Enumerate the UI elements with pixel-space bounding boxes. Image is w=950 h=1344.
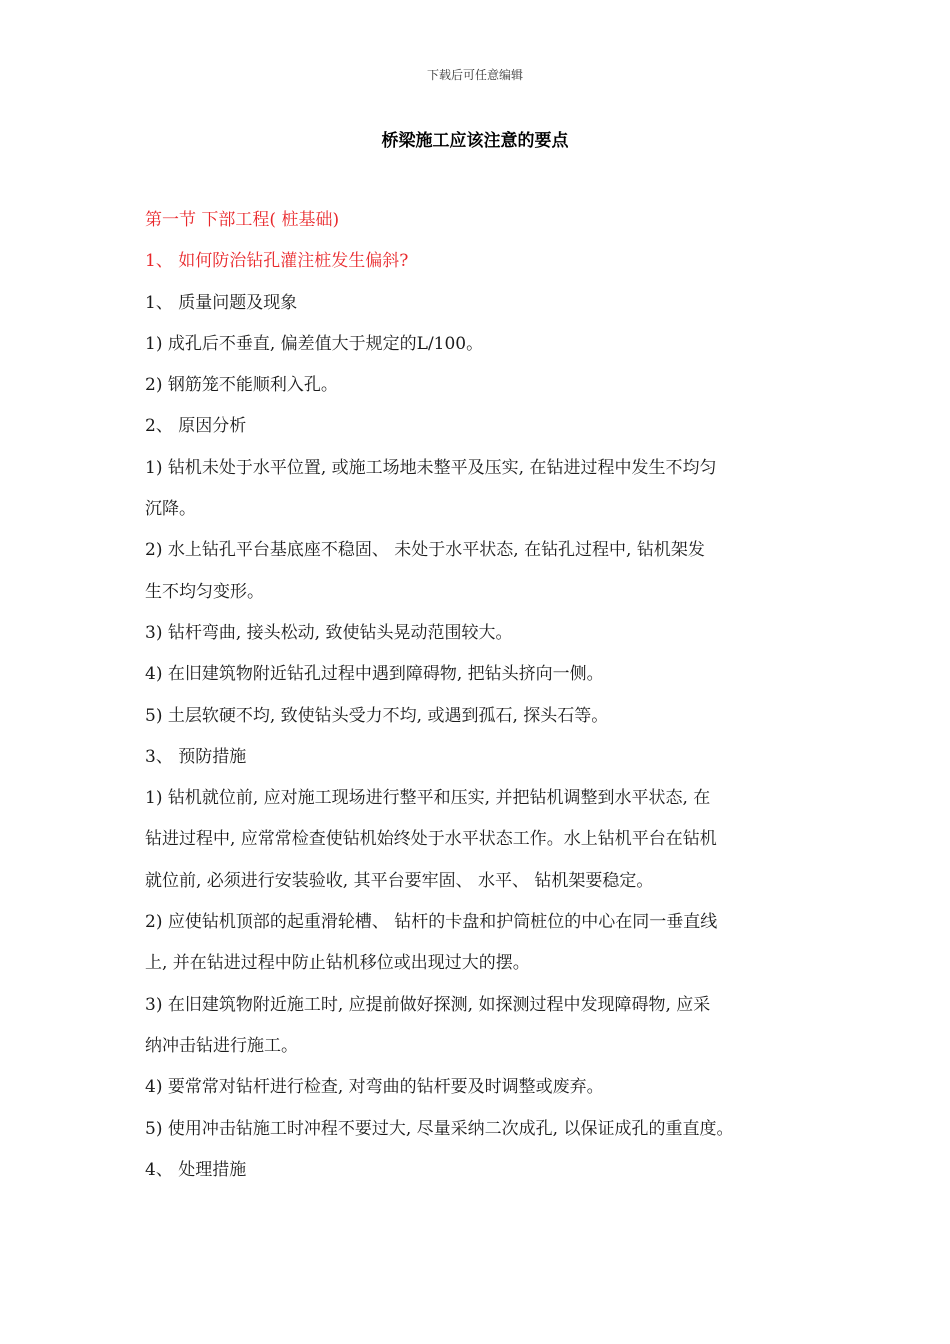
text-line: 1、 质量问题及现象 [145, 292, 298, 313]
heading-line: 第一节 下部工程( 桩基础) [145, 210, 340, 230]
text-line: 4) 在旧建筑物附近钻孔过程中遇到障碍物, 把钻头挤向一侧。 [145, 664, 604, 685]
text-line: 5) 使用冲击钻施工时冲程不要过大, 尽量采纳二次成孔, 以保证成孔的重直度。 [145, 1118, 734, 1139]
text-line: 4、 处理措施 [145, 1159, 247, 1180]
text-line: 2) 应使钻机顶部的起重滑轮槽、 钻杆的卡盘和护筒桩位的中心在同一垂直线 [145, 912, 718, 933]
text-line: 2) 钢筋笼不能顺利入孔。 [145, 375, 338, 396]
text-line: 3) 在旧建筑物附近施工时, 应提前做好探测, 如探测过程中发现障碍物, 应采 [145, 994, 711, 1015]
text-line: 5) 土层软硬不均, 致使钻头受力不均, 或遇到孤石, 探头石等。 [145, 705, 609, 726]
text-line: 钻进过程中, 应常常检查使钻机始终处于水平状态工作。水上钻机平台在钻机 [145, 829, 717, 850]
text-line: 3) 钻杆弯曲, 接头松动, 致使钻头晃动范围较大。 [145, 622, 513, 643]
text-line: 2、 原因分析 [145, 416, 247, 437]
heading-line: 1、 如何防治钻孔灌注桩发生偏斜? [145, 251, 409, 272]
text-line: 生不均匀变形。 [145, 581, 264, 602]
text-line: 上, 并在钻进过程中防止钻机移位或出现过大的摆。 [145, 953, 530, 974]
text-line: 1) 钻机未处于水平位置, 或施工场地未整平及压实, 在钻进过程中发生不均匀 [145, 457, 717, 478]
text-line: 2) 水上钻孔平台基底座不稳固、 未处于水平状态, 在钻孔过程中, 钻机架发 [145, 540, 705, 561]
text-line: 1) 成孔后不垂直, 偏差值大于规定的L/100。 [145, 333, 484, 354]
text-line: 沉降。 [145, 499, 196, 520]
page-title: 桥梁施工应该注意的要点 [381, 131, 569, 151]
text-line: 就位前, 必须进行安装验收, 其平台要牢固、 水平、 钻机架要稳定。 [145, 870, 654, 891]
header-note: 下载后可任意编辑 [426, 68, 523, 82]
text-line: 1) 钻机就位前, 应对施工现场进行整平和压实, 并把钻机调整到水平状态, 在 [145, 788, 711, 809]
text-line: 纳冲击钻进行施工。 [145, 1035, 298, 1056]
text-line: 4) 要常常对钻杆进行检查, 对弯曲的钻杆要及时调整或废弃。 [145, 1077, 604, 1098]
text-line: 3、 预防措施 [145, 746, 247, 767]
document-body [145, 200, 825, 1191]
